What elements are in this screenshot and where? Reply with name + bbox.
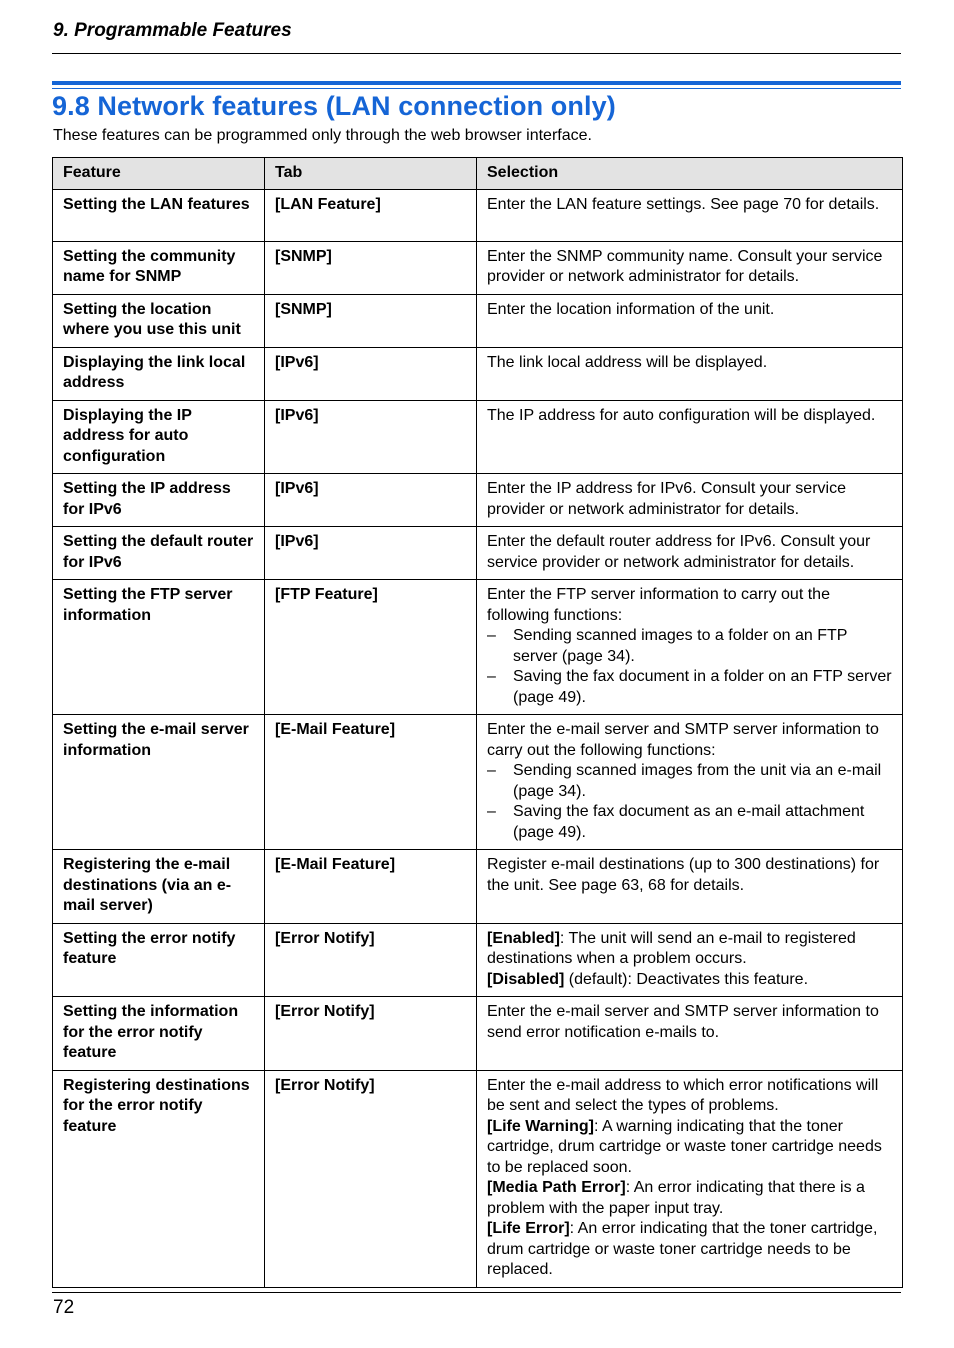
feature-cell: Registering the e-mail destinations (via an e-mail server) — [53, 850, 265, 924]
selection-cell — [477, 189, 903, 241]
option-text: : The unit will send an e-mail to registered destinations when a problem occurs. — [487, 929, 856, 967]
selection-text: Enter the e-mail server and SMTP server information to send error notification e-mails to. — [487, 1003, 879, 1041]
selection-cell — [477, 241, 903, 294]
header-rule — [52, 53, 901, 54]
tab-cell: [E-Mail Feature] — [265, 715, 477, 850]
selection-text: The link local address will be displayed. — [487, 353, 768, 371]
tab-cell: [Error Notify] — [265, 1070, 477, 1287]
option-item — [487, 1117, 892, 1179]
table-row — [53, 189, 903, 241]
selection-text: Enter the SNMP community name. Consult your service provider or network administrator for details. — [487, 247, 883, 285]
tab-cell: [Error Notify] — [265, 997, 477, 1071]
header-selection: Selection — [477, 158, 903, 190]
running-header: 9. Programmable Features — [53, 20, 292, 41]
feature-cell: Setting the IP address for IPv6 — [53, 474, 265, 527]
table-row — [53, 997, 903, 1071]
feature-cell: Setting the LAN features — [53, 189, 265, 241]
table-row — [53, 347, 903, 400]
selection-text: Enter the FTP server information to carry out the following functions: — [487, 586, 830, 624]
header-feature: Feature — [53, 158, 265, 190]
table-row — [53, 241, 903, 294]
features-table — [52, 157, 903, 1288]
tab-cell: [SNMP] — [265, 241, 477, 294]
selection-cell — [477, 527, 903, 580]
selection-cell — [477, 294, 903, 347]
option-text: : An error indicating that the toner cartridge, drum cartridge or waste toner cartridge needs to be replaced. — [487, 1220, 878, 1278]
bullet-text: Saving the fax document as an e-mail attachment (page 49). — [513, 803, 865, 841]
feature-cell: Setting the error notify feature — [53, 923, 265, 997]
tab-cell: [IPv6] — [265, 474, 477, 527]
section-intro: These features can be programmed only through the web browser interface. — [53, 127, 592, 144]
table-row — [53, 923, 903, 997]
selection-text: Enter the e-mail server and SMTP server information to carry out the following functions: — [487, 721, 879, 759]
selection-cell — [477, 400, 903, 474]
feature-cell: Setting the default router for IPv6 — [53, 527, 265, 580]
tab-cell: [IPv6] — [265, 527, 477, 580]
option-label: [Life Error] — [487, 1220, 570, 1237]
tab-cell: [IPv6] — [265, 347, 477, 400]
bullet-item: – Saving the fax document in a folder on an FTP server (page 49). — [487, 668, 892, 706]
bullet-item: – Sending scanned images to a folder on an FTP server (page 34). — [487, 627, 848, 665]
tab-cell: [SNMP] — [265, 294, 477, 347]
option-text: (default): Deactivates this feature. — [564, 970, 809, 988]
selection-cell — [477, 850, 903, 924]
table-header-row — [53, 158, 903, 190]
section-bar-thin — [52, 88, 901, 89]
feature-cell: Setting the FTP server information — [53, 580, 265, 715]
feature-cell: Setting the community name for SNMP — [53, 241, 265, 294]
option-label: [Disabled] — [487, 970, 565, 988]
option-text: : An error indicating that there is a problem with the paper input tray. — [487, 1179, 865, 1217]
table-row — [53, 294, 903, 347]
bullet-text: Sending scanned images to a folder on an FTP server (page 34). — [513, 627, 848, 665]
bullet-item: – Saving the fax document as an e-mail attachment (page 49). — [487, 803, 865, 841]
option-item — [487, 1219, 892, 1281]
selection-cell — [477, 923, 903, 997]
selection-cell — [477, 580, 903, 715]
feature-cell: Registering destinations for the error notify feature — [53, 1070, 265, 1287]
selection-text: Enter the location information of the unit. — [487, 300, 775, 318]
selection-cell — [477, 715, 903, 850]
section-title: 9.8 Network features (LAN connection only) — [52, 91, 616, 121]
selection-cell — [477, 997, 903, 1071]
feature-cell: Displaying the IP address for auto configuration — [53, 400, 265, 474]
option-label: [Life Warning] — [487, 1117, 594, 1135]
table-row — [53, 580, 903, 715]
tab-cell: [E-Mail Feature] — [265, 850, 477, 924]
selection-text: The IP address for auto configuration will be displayed. — [487, 406, 876, 424]
selection-text: Enter the e-mail address to which error notifications will be sent and select the types of problems. — [487, 1076, 879, 1114]
table-row — [53, 474, 903, 527]
option-label: [Enabled] — [487, 929, 560, 947]
selection-text: Register e-mail destinations (up to 300 destinations) for the unit. See page 63, 68 for details. — [487, 856, 880, 894]
tab-cell: [LAN Feature] — [265, 189, 477, 241]
selection-text: Enter the IP address for IPv6. Consult your service provider or network administrator for details. — [487, 480, 846, 518]
option-label: [Media Path Error] — [487, 1179, 626, 1196]
option-item — [487, 1178, 892, 1219]
header-tab: Tab — [265, 158, 477, 190]
table-row — [53, 400, 903, 474]
feature-cell: Setting the e-mail server information — [53, 715, 265, 850]
option-item — [487, 970, 892, 991]
option-text: : A warning indicating that the toner cartridge, drum cartridge or waste toner cartridge needs to be replaced soon. — [487, 1117, 882, 1176]
tab-cell: [IPv6] — [265, 400, 477, 474]
table-row — [53, 1070, 903, 1287]
selection-text: Enter the default router address for IPv6. Consult your service provider or network administrator for details. — [487, 533, 871, 571]
feature-cell: Setting the location where you use this unit — [53, 294, 265, 347]
selection-cell — [477, 474, 903, 527]
page-number: 72 — [53, 1297, 75, 1318]
feature-cell: Setting the information for the error notify feature — [53, 997, 265, 1071]
table-row — [53, 527, 903, 580]
feature-cell: Displaying the link local address — [53, 347, 265, 400]
tab-cell: [Error Notify] — [265, 923, 477, 997]
bullet-text: Sending scanned images from the unit via an e-mail (page 34). — [513, 762, 882, 800]
table-row — [53, 715, 903, 850]
selection-cell — [477, 347, 903, 400]
section-bar — [52, 81, 901, 85]
selection-cell — [477, 1070, 903, 1287]
bullet-text: Saving the fax document in a folder on an FTP server (page 49). — [513, 668, 892, 706]
option-item — [487, 929, 892, 970]
footer-rule — [52, 1292, 901, 1293]
tab-cell: [FTP Feature] — [265, 580, 477, 715]
table-row — [53, 850, 903, 924]
bullet-item: – Sending scanned images from the unit via an e-mail (page 34). — [487, 762, 882, 800]
selection-text: Enter the LAN feature settings. See page 70 for details. — [487, 195, 880, 213]
